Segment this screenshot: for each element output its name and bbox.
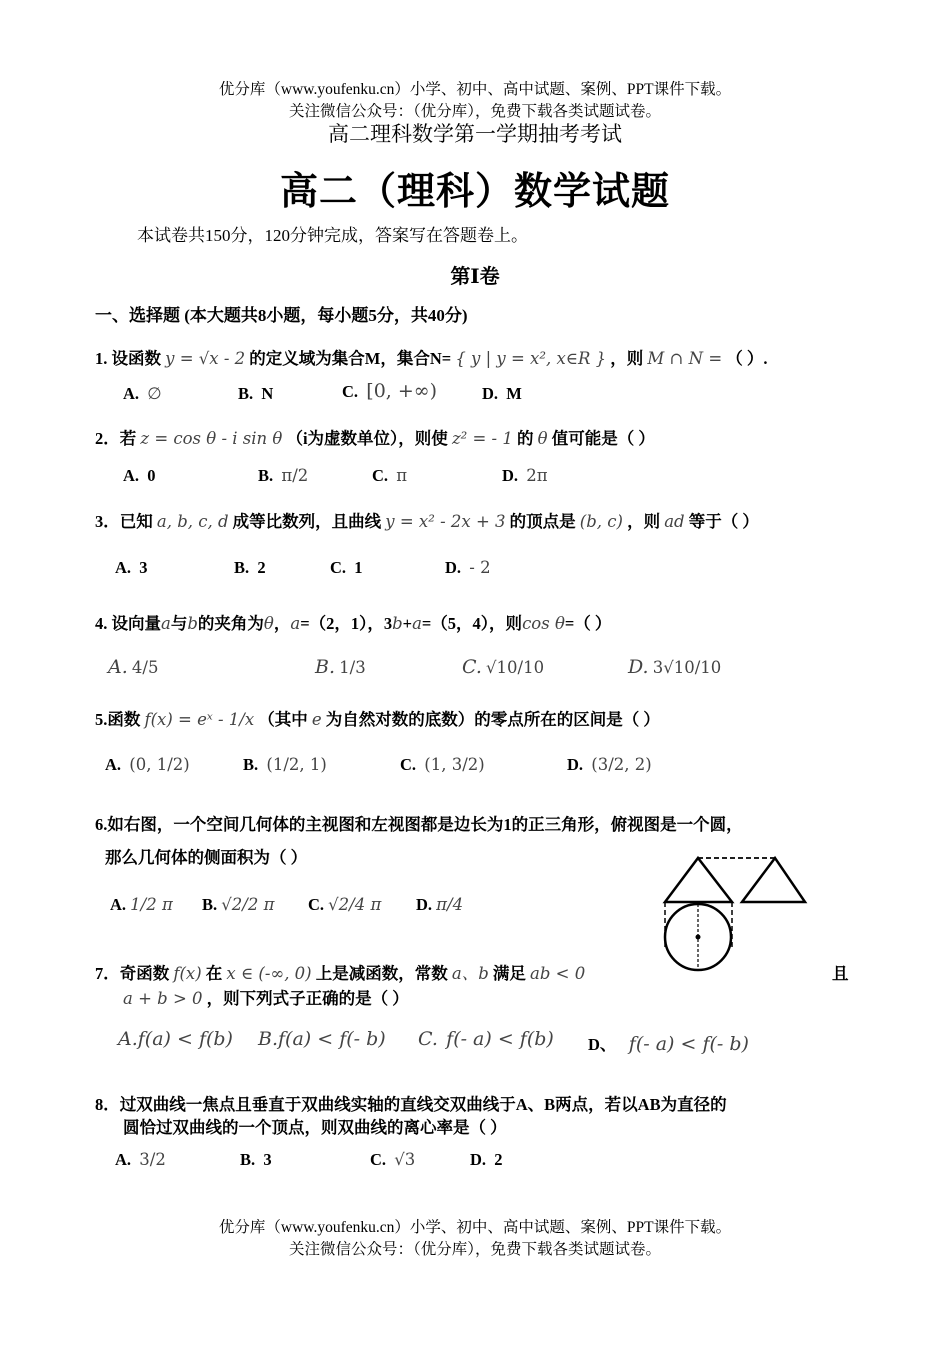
- q7-option-d: D、 f(- a) < f(- b): [588, 1033, 749, 1055]
- q3-option-d: D. - 2: [445, 558, 491, 577]
- q1-text: 的定义域为集合M，集合N=: [249, 349, 452, 368]
- q2-option-a: A. 0: [123, 466, 156, 485]
- question-4: 4. 设向量a与b的夹角为θ，a=（2，1），3b+a=（5，4），则cos θ=（ ）: [95, 614, 612, 633]
- exam-intro: 本试卷共150分，120分钟完成，答案写在答题卷上。: [137, 226, 528, 245]
- q1-text: ，则: [610, 349, 644, 368]
- q3-option-c: C. 1: [330, 558, 363, 577]
- question-8-line-1: 8．过双曲线一焦点且垂直于双曲线实轴的直线交双曲线于A、B两点，若以AB为直径的: [95, 1095, 727, 1114]
- exam-title: 高二（理科）数学试题: [279, 171, 670, 213]
- center-point: [696, 935, 701, 940]
- side-view-triangle: [742, 858, 805, 902]
- q8-option-c: C. √3: [370, 1150, 416, 1169]
- q5-option-b: B. (1/2, 1): [243, 755, 327, 774]
- header-line-2: 关注微信公众号：（优分库），免费下载各类试题试卷。: [288, 103, 661, 120]
- question-6-line-1: 6.如右图，一个空间几何体的主视图和左视图都是边长为1的正三角形，俯视图是一个圆，: [95, 815, 743, 834]
- q1-text: 1. 设函数: [95, 349, 161, 368]
- q2-option-b: B. π/2: [258, 466, 309, 485]
- exam-subtitle: 高二理科数学第一学期抽考考试: [328, 122, 622, 146]
- question-7-line-2: a + b > 0 ，则下列式子正确的是（ ）: [123, 989, 409, 1008]
- q4-option-b: B. 1/3: [315, 656, 366, 678]
- q1-option-d: D. M: [482, 384, 522, 403]
- question-1: [95, 345, 768, 369]
- question-7-line-1: 7．奇函数 f(x) 在 x ∈ (-∞, 0) 上是减函数，常数 a、b 满足 ab < 0: [95, 964, 586, 983]
- question-7-and: 且: [832, 964, 849, 983]
- q7-option-b: B.f(a) < f(- b): [258, 1028, 386, 1050]
- q3-option-a: A. 3: [115, 558, 148, 577]
- q8-option-a: A. 3/2: [115, 1150, 166, 1169]
- header-line-1: 优分库（www.youfenku.cn）小学、初中、高中试题、案例、PPT课件下载。: [218, 81, 732, 98]
- q8-option-d: D. 2: [470, 1150, 503, 1169]
- q6-option-c: C. √2/4 π: [308, 895, 382, 914]
- q2-option-d: D. 2π: [502, 466, 548, 485]
- q5-option-a: A. (0, 1/2): [105, 755, 190, 774]
- q8-option-b: B. 3: [240, 1150, 272, 1169]
- q5-option-d: D. (3/2, 2): [567, 755, 652, 774]
- q1-function: y = √x - 2: [165, 349, 246, 368]
- q1-bracket: （ ）.: [726, 349, 768, 368]
- q1-option-b: B. N: [238, 384, 274, 403]
- footer-line-1: 优分库（www.youfenku.cn）小学、初中、高中试题、案例、PPT课件下载。: [218, 1219, 732, 1236]
- question-5: 5.函数 f(x) = eˣ - 1/x （其中 e 为自然对数的底数）的零点所在的区间是（ ）: [95, 710, 660, 729]
- question-8-line-2: 圆恰过双曲线的一个顶点，则双曲线的离心率是（ ）: [123, 1118, 507, 1137]
- q4-option-d: D. 3√10/10: [628, 656, 722, 678]
- q2-option-c: C. π: [372, 466, 408, 485]
- footer-line-2: 关注微信公众号：（优分库），免费下载各类试题试卷。: [288, 1241, 661, 1258]
- q1-option-c: C. [0, +∞): [342, 380, 438, 402]
- q7-option-c: C. f(- a) < f(b): [418, 1028, 554, 1050]
- front-view-triangle: [665, 858, 732, 902]
- part-title: 第Ⅰ卷: [450, 266, 500, 288]
- question-3: 3．已知 a, b, c, d 成等比数列，且曲线 y = x² - 2x + 3 的顶点是 (b, c) ，则 ad 等于（ ）: [95, 512, 759, 531]
- q4-option-c: C. √10/10: [462, 656, 545, 678]
- three-view-figure: [660, 852, 820, 977]
- question-2: 2．若 z = cos θ - i sin θ （i为虚数单位），则使 z² = - 1 的 θ 值可能是（ ）: [95, 429, 655, 448]
- q4-option-a: A. 4/5: [108, 656, 159, 678]
- q1-intersection: M ∩ N =: [647, 349, 723, 368]
- section-heading: 一、选择题 (本大题共8小题，每小题5分，共40分): [95, 306, 468, 325]
- q7-option-a: A.f(a) < f(b): [118, 1028, 233, 1050]
- q1-set-n: { y | y = x², x∈R }: [455, 349, 607, 368]
- q1-option-a: A. ∅: [123, 384, 162, 403]
- q6-option-a: A. 1/2 π: [110, 895, 173, 914]
- q6-option-b: B. √2/2 π: [202, 895, 275, 914]
- q3-option-b: B. 2: [234, 558, 266, 577]
- question-6-line-2: 那么几何体的侧面积为（ ）: [105, 848, 308, 867]
- q5-option-c: C. (1, 3/2): [400, 755, 485, 774]
- q6-option-d: D. π/4: [416, 895, 464, 914]
